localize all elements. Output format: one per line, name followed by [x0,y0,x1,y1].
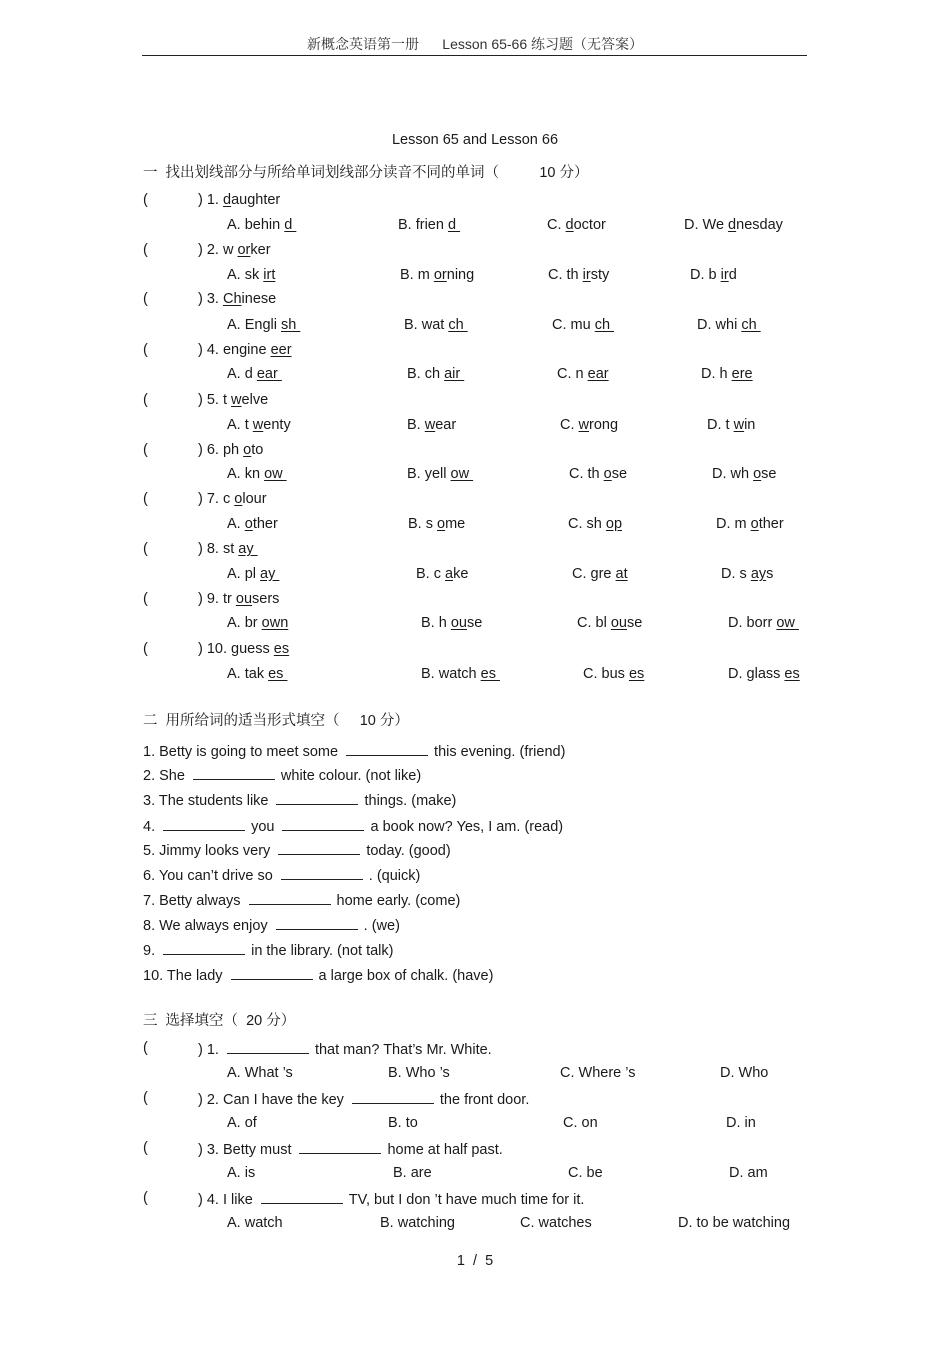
option-underlined: ch [448,317,468,333]
phonetics-question: ) 2. w orker [198,242,271,258]
option-underlined: or [433,267,447,283]
question-number: 10. [206,641,232,657]
option-text: in [744,417,756,433]
answer-blank[interactable] [193,767,275,780]
target-word-text: c [222,491,235,507]
target-word-underlined: o [234,491,243,507]
answer-blank[interactable] [352,1091,434,1104]
option-text: nesday [736,217,783,233]
question-number: 6. [206,442,223,458]
answer-paren-open: ( [143,541,148,557]
question-text: 1. [206,1042,219,1058]
option-underlined: ow [264,466,287,482]
question-number: 2. [206,242,223,258]
option-choice: C. be [568,1165,603,1181]
target-word-underlined: es [273,641,290,657]
answer-paren-open: ( [143,242,148,258]
option-text: me [445,516,466,532]
fill-in-item [143,767,421,784]
option-underlined: op [605,516,623,532]
option-choice [721,567,773,582]
option-text: ther [758,516,784,532]
option-text: B. frien [398,217,448,233]
answer-blank[interactable] [163,818,245,831]
answer-blank[interactable] [281,867,363,880]
fill-in-item [143,792,456,809]
option-text: C. sh [568,516,606,532]
option-choice: D. am [729,1165,768,1181]
option-text: B. yell [407,466,451,482]
option-choice [728,667,800,682]
option-underlined: ir [720,267,729,283]
option-text: D. b [690,267,721,283]
answer-paren-open: ( [143,1040,148,1056]
option-choice: C. on [563,1115,598,1131]
item-text: . (we) [363,918,400,934]
target-word-underlined: o [243,442,252,458]
option-underlined: air [444,366,465,382]
option-text: B. wat [404,317,449,333]
option-text: C. bus [583,666,629,682]
fill-in-item [143,867,420,884]
answer-blank[interactable] [231,967,313,980]
question-text: 3. Betty must [206,1142,292,1158]
option-underlined: w [733,417,745,433]
fill-in-item [143,917,400,934]
option-choice [227,667,287,682]
item-text: you [251,819,275,835]
item-text: in the library. (not talk) [251,943,394,959]
option-choice [398,218,460,233]
option-choice [421,667,500,682]
option-text: C. [560,417,579,433]
option-underlined: d [565,217,574,233]
section3-heading: 三 选择填空（ 20 分） [143,1013,296,1029]
section1-heading: 一 找出划线部分与所给单词划线部分读音不同的单词（ 10 分） [143,165,589,181]
item-text: white colour. (not like) [280,768,422,784]
phonetics-question: ) 1. daughter [198,192,281,208]
answer-paren-open: ( [143,192,148,208]
option-choice [407,367,464,382]
option-choice [716,517,784,532]
option-text: D. glass [728,666,785,682]
option-text: D. t [707,417,734,433]
option-choice [227,218,296,233]
option-choice [400,268,474,283]
option-underlined: d [447,217,461,233]
option-choice [227,318,300,333]
option-text: B. c [416,566,446,582]
answer-blank[interactable] [299,1141,381,1154]
option-choice: B. to [388,1115,418,1131]
option-text: D. wh [712,466,754,482]
target-word-text: inese [241,291,277,307]
option-text: C. n [557,366,588,382]
option-choice [227,268,275,283]
option-text: A. tak [227,666,269,682]
phonetics-question: ) 5. t welve [198,392,269,408]
option-text: A. kn [227,466,265,482]
item-text: 9. [143,943,156,959]
answer-paren-open: ( [143,591,148,607]
item-text: home early. (come) [336,893,461,909]
header-rule [142,55,807,56]
answer-paren-open: ( [143,291,148,307]
option-underlined: d [284,217,297,233]
option-underlined: w [252,417,264,433]
item-text: today. (good) [366,843,451,859]
option-text: D. whi [697,317,742,333]
answer-paren-open: ( [143,1140,148,1156]
fill-in-item [143,842,451,859]
choice-question: ) 2. Can I have the key the front door. [198,1092,530,1108]
option-underlined: ou [450,615,467,631]
option-text: s [766,566,774,582]
option-choice [548,268,609,283]
item-text: a book now? Yes, I am. (read) [370,819,564,835]
option-text: ther [252,516,278,532]
option-choice: A. watch [227,1215,283,1231]
option-choice [408,517,465,532]
option-underlined: at [615,566,628,582]
question-text: TV, but I don ’t have much time for it. [348,1192,585,1208]
option-text: B. s [408,516,438,532]
option-underlined: ay [750,566,767,582]
question-text: that man? That’s Mr. White. [314,1042,492,1058]
option-underlined: d [728,217,737,233]
option-underlined: es [784,666,800,682]
option-text: C. bl [577,615,611,631]
target-word-underlined: d [222,192,232,208]
target-word-text: ph [222,442,244,458]
answer-blank[interactable] [282,818,364,831]
answer-blank[interactable] [276,792,358,805]
option-text: D. borr [728,615,777,631]
option-text: A. t [227,417,253,433]
option-underlined: o [753,466,762,482]
option-choice [407,418,456,433]
question-number: 9. [206,591,223,607]
fill-in-item [143,892,460,909]
target-word-text: lour [242,491,267,507]
target-word-underlined: ou [235,591,253,607]
option-choice: B. watching [380,1215,455,1231]
item-text: 7. Betty always [143,893,241,909]
option-text: B. ch [407,366,445,382]
answer-paren-open: ( [143,641,148,657]
item-text: a large box of chalk. (have) [318,968,494,984]
option-underlined: a [445,566,454,582]
option-text: A. sk [227,267,264,283]
target-word-text: t [222,392,232,408]
option-underlined: ay [260,566,280,582]
option-choice: D. in [726,1115,756,1131]
option-text: C. th [548,267,583,283]
option-choice [697,318,761,333]
option-choice [583,667,644,682]
option-choice [728,616,799,631]
item-text: things. (make) [364,793,457,809]
option-underlined: ir [582,267,591,283]
option-choice [416,567,468,582]
option-choice: D. to be watching [678,1215,791,1231]
fill-in-item [143,743,565,760]
option-choice: C. Where ’s [560,1065,636,1081]
target-word-text: aughter [231,192,281,208]
option-choice [404,318,468,333]
option-choice [227,418,291,433]
option-text: A. Engli [227,317,281,333]
question-number: 4. [206,342,223,358]
answer-blank[interactable] [276,917,358,930]
item-text: 8. We always enjoy [143,918,268,934]
target-word-text: elve [241,392,269,408]
page-title: Lesson 65 and Lesson 66 [391,132,559,148]
option-text: ke [453,566,469,582]
answer-paren-open: ( [143,1190,148,1206]
answer-blank[interactable] [227,1041,309,1054]
option-text: octor [573,217,606,233]
option-choice [569,467,627,482]
option-underlined: ow [450,466,474,482]
option-choice [421,616,482,631]
option-choice: B. are [393,1165,432,1181]
option-text: A. behin [227,217,285,233]
target-word-text: ker [250,242,271,258]
option-choice [707,418,755,433]
section2-heading: 二 用所给词的适当形式填空（ 10 分） [143,713,409,729]
option-choice: A. What ’s [227,1065,293,1081]
phonetics-question: ) 4. engine eer [198,342,292,358]
phonetics-question: ) 10. guess es [198,641,290,657]
option-choice [572,567,628,582]
fill-in-item [143,818,563,835]
option-choice [227,567,279,582]
option-choice: B. Who ’s [388,1065,450,1081]
option-text: d [728,267,737,283]
option-text: A. [227,516,245,532]
answer-blank[interactable] [261,1191,343,1204]
option-underlined: es [628,666,645,682]
phonetics-question: ) 8. st ay [198,541,258,557]
target-word-text: st [222,541,239,557]
option-text: se [761,466,777,482]
option-choice [227,517,278,532]
option-underlined: ow [776,615,799,631]
item-text: 2. She [143,768,185,784]
option-choice [560,418,618,433]
option-text: B. h [421,615,451,631]
phonetics-question: ) 6. ph oto [198,442,264,458]
option-underlined: own [261,615,289,631]
option-underlined: es [268,666,288,682]
target-word-text: to [251,442,264,458]
question-number: 3. [206,291,223,307]
target-word-underlined: Ch [222,291,242,307]
answer-paren-open: ( [143,342,148,358]
page-number: 1 / 5 [456,1253,494,1269]
question-text: the front door. [439,1092,530,1108]
option-underlined: es [480,666,500,682]
option-underlined: o [603,466,612,482]
fill-in-item [143,967,493,984]
question-number: 8. [206,541,223,557]
question-text: home at half past. [387,1142,503,1158]
option-choice [701,367,753,382]
option-choice [577,616,642,631]
option-text: D. m [716,516,751,532]
target-word-underlined: eer [270,342,292,358]
phonetics-question: ) 3. Chinese [198,291,277,307]
answer-paren-open: ( [143,392,148,408]
option-text: sty [590,267,610,283]
option-text: B. m [400,267,434,283]
option-choice [547,218,606,233]
option-underlined: ere [731,366,753,382]
option-text: B. [407,417,425,433]
option-text: D. We [684,217,729,233]
option-choice: A. of [227,1115,257,1131]
option-text: se [466,615,483,631]
option-choice: A. is [227,1165,256,1181]
option-choice [227,616,288,631]
option-text: B. watch [421,666,481,682]
target-word-text: engine [222,342,271,358]
option-choice [690,268,737,283]
item-text: 10. The lady [143,968,223,984]
target-word-text: guess [231,641,274,657]
answer-blank[interactable] [346,743,428,756]
item-text: . (quick) [368,868,421,884]
option-text: rong [589,417,619,433]
option-underlined: o [244,516,253,532]
target-word-underlined: w [231,392,242,408]
option-choice: D. Who [720,1065,769,1081]
option-text: D. s [721,566,751,582]
target-word-text: tr [222,591,236,607]
option-text: A. br [227,615,262,631]
option-text: se [611,466,628,482]
page-header: 新概念英语第一册 Lesson 65-66 练习题（无答案） [306,36,644,52]
option-text: C. mu [552,317,595,333]
option-text: A. pl [227,566,261,582]
option-text: C. [547,217,566,233]
answer-paren-open: ( [143,442,148,458]
option-underlined: ou [610,615,627,631]
option-text: enty [263,417,291,433]
item-text: 5. Jimmy looks very [143,843,271,859]
option-text: C. gre [572,566,616,582]
option-underlined: sh [281,317,301,333]
choice-question: ) 3. Betty must home at half past. [198,1142,503,1158]
option-text: ear [435,417,457,433]
option-choice [407,467,473,482]
choice-question: ) 1. that man? That’s Mr. White. [198,1042,492,1058]
option-choice: C. watches [520,1215,592,1231]
phonetics-question: ) 9. tr ousers [198,591,280,607]
option-text: D. h [701,366,732,382]
option-choice [684,218,783,233]
item-text: 1. Betty is going to meet some [143,744,339,760]
option-choice [712,467,777,482]
option-underlined: o [750,516,759,532]
option-underlined: ch [594,317,615,333]
answer-blank[interactable] [278,842,360,855]
option-text: ning [446,267,475,283]
question-number: 5. [206,392,223,408]
fill-in-item [143,942,393,959]
answer-paren-open: ( [143,491,148,507]
option-text: A. d [227,366,257,382]
option-text: C. th [569,466,604,482]
target-word-underlined: ay [238,541,258,557]
target-word-text: sers [252,591,280,607]
option-text: se [626,615,643,631]
option-choice [227,367,282,382]
question-text: 4. I like [206,1192,253,1208]
option-choice [552,318,614,333]
question-number: 7. [206,491,223,507]
option-underlined: ch [741,317,761,333]
phonetics-question: ) 7. c olour [198,491,267,507]
option-underlined: w [424,417,436,433]
option-underlined: o [437,516,446,532]
item-text: 6. You can’t drive so [143,868,273,884]
answer-blank[interactable] [163,942,245,955]
item-text: 3. The students like [143,793,269,809]
option-underlined: ear [256,366,282,382]
item-text: 4. [143,819,156,835]
answer-paren-open: ( [143,1090,148,1106]
target-word-underlined: or [237,242,251,258]
option-underlined: ear [587,366,609,382]
answer-blank[interactable] [249,892,331,905]
option-choice [568,517,622,532]
question-number: 1. [206,192,223,208]
choice-question: ) 4. I like TV, but I don ’t have much time for it. [198,1192,585,1208]
option-underlined: irt [263,267,276,283]
item-text: this evening. (friend) [434,744,566,760]
target-word-text: w [222,242,238,258]
option-choice [227,467,287,482]
option-underlined: w [578,417,590,433]
question-text: 2. Can I have the key [206,1092,344,1108]
option-choice [557,367,609,382]
